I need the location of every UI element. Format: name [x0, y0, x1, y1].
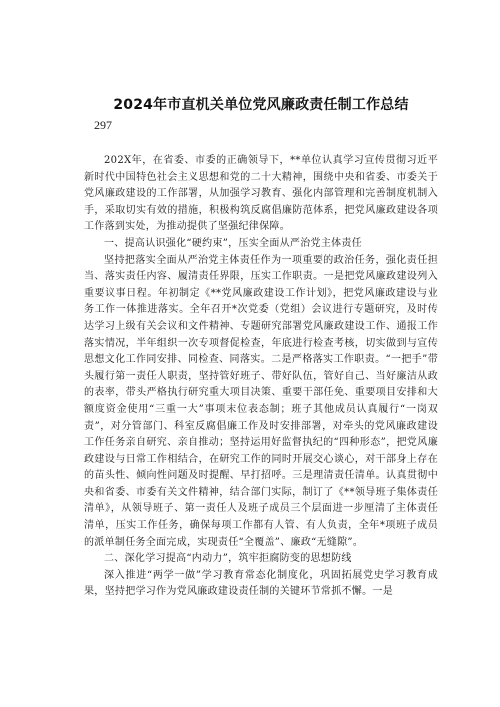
- section-heading-2: 二、深化学习提高“内动力”，筑牢拒腐防变的思想防线: [104, 553, 352, 565]
- body-paragraph-section-1: 坚持把落实全面从严治党主体责任作为一项重要的政治任务，强化责任担当、落实责任内容、履清责任界限，压实工作职责。一是把党风廉政建设列入重要议事日程。年初制定《**党风廉政建设工作计划》，把党风廉政建设与业务工作一体推进落实。全年召开*次党委（党组）会议进行专题研究，及时传达学习上级有关会议和文件精神、专题研究部署党风廉政建设工作、通报工作落实情况，半年组织一次专项督促检查，年底进行检查考核，切实做到与宣传思想文化工作同安排、同检查、同落实。二是严格落实工作职责。“一把手”带头履行第一责任人职责，坚持管好班子、带好队伍，管好自己、当好廉洁从政的表率，带头严格执行研究重大项目决策、重要干部任免、重要项目安排和大额度资金使用“三重一大”事项末位表态制；班子其他成员认真履行“一岗双责”，对分管部门、科室反腐倡廉工作及时安排部署，对牵头的党风廉政建设工作任务亲自研究、亲自推动；坚持运用好监督执纪的“四种形态”，把党风廉政建设与日常工作相结合，在研究工作的同时开展交心谈心，对干部身上存在的苗头性、倾向性问题及时提醒、早打招呼。三是理清责任清单。认真贯彻中央和省委、市委有关文件精神，结合部门实际，制订了《**领导班子集体责任清单》，从领导班子、第一责任人及班子成员三个层面进一步厘清了主体责任清单，压实工作任务，确保每项工作都有人管、有人负责，全年*项班子成员的派单制任务全面完成，实现责任“全覆盖”、廉政“无缝隙”。: [84, 254, 438, 548]
- document-title: 2024年市直机关单位党风廉政责任制工作总结: [113, 97, 409, 113]
- body-paragraph-section-2: 深入推进“两学一做”学习教育常态化制度化，巩固拓展党史学习教育成果，坚持把学习作为党风廉政建设责任制的关键环节常抓不懈。一是: [84, 569, 438, 598]
- document-number: 297: [94, 118, 112, 132]
- section-heading-1: 一、提高认识强化“硬约束”，压实全面从严治党主体责任: [104, 237, 363, 249]
- body-paragraph-intro: 202X年，在省委、市委的正确领导下，**单位认真学习宣传贯彻习近平新时代中国特色社会主义思想和党的二十大精神，围绕中央和省委、市委关于党风廉政建设的工作部署，从加强学习教育、强化内部管理和完善制度机制入手，采取切实有效的措施，积极构筑反腐倡廉防范体系，把党风廉政建设各项工作落到实处，为推动提供了坚强纪律保障。: [84, 155, 438, 233]
